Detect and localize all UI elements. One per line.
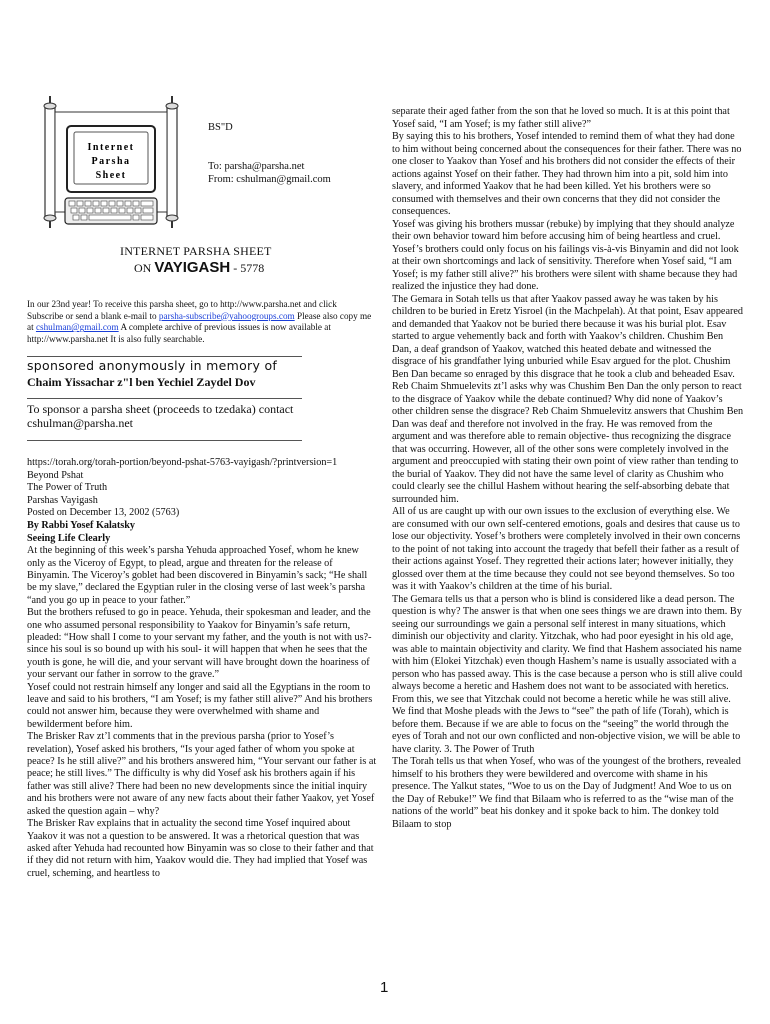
paragraph: At the beginning of this week’s parsha Yehuda approached Yosef, whom he knew only as the Viceroy of Egypt, to plead, argue and threaten for the release of Binyamin. The Viceroy’s goblet had been discovered in Binyamin’s sack; “He shall be my slave,” declared the Egyptian ruler in the closing verse of last week’s parsha “and you go up in peace to your father.” <box>27 545 368 606</box>
copy-email-link[interactable]: cshulman@gmail.com <box>35 322 119 333</box>
paragraph: Yosef could not restrain himself any longer and said all the Egyptians in the room to leave and said to his brothers, “I am Yosef; is my father still alive?” And his brothers could not answer him, because they were overwhelmed with shame and bewilderment before him. <box>27 681 373 730</box>
article-author: By Rabbi Yosef Kalatsky <box>27 519 136 531</box>
article-series: Beyond Pshat <box>27 469 84 481</box>
subscribe-email-link[interactable]: parsha-subscribe@yahoogroups.com <box>158 310 295 321</box>
intro-text-1: In our 23nd year! To receive this parsha sheet, go to http://www.parsha.net and click Subscribe or send a blank e-mail to <box>27 299 337 321</box>
logo-line1: Internet <box>87 142 135 153</box>
article-parsha: Parshas Vayigash <box>27 494 98 506</box>
logo-graphic <box>27 88 197 238</box>
paragraph: The Gemara in Sotah tells us that after Yaakov passed away he was taken by his children to be buried in Eretz Yisroel (in the Machpelah). At that point, Esav appeared and demanded that Yaakov not be buried there because it was his burial plot. Esav started to argue vehemently back and forth with Yaakov’s children. Chushim Ben Dan, a deaf grandson of Yaakov, watched this heated debate and witnessed the disgrace of his grandfather lying unburied while Esav argued for the plot. Chushim Ben Dan became so enraged by this disgrace that he took a club and beheaded Esav. <box>392 293 743 380</box>
paragraph: All of us are caught up with our own issues to the exclusion of everything else. We are consumed with our own self-centered emotions, goals and desires that cause us to lose our objectivity. Yosef’s brothers were completely involved in their own concerns to the point of not taking into account the tragedy that befell their father as a result of their actions against Yosef. They regretted their actions later; however initially, they glossed over them at the time because they could not see beyond themselves. So too was it with Yaakov’s children at the time of his burial. <box>392 506 741 592</box>
intro-paragraph <box>27 299 375 345</box>
divider-1 <box>27 356 302 357</box>
sponsor-name: Chaim Yissachar z"l ben Yechiel Zaydel Dov <box>27 375 256 389</box>
paragraph: But the brothers refused to go in peace. Yehuda, their spokesman and leader, and the one who assumed personal responsibility to Yaakov for Binyamin’s safe return, pleaded: “How shall I come to your servant my father, and the youth is not with us?- since his soul is so bound up with his soul- it will happen that when he sees that the youth is gone, he will die, and your servant will have brought down the hoariness of your servant our father in sorrow to the grave.” <box>27 607 372 681</box>
logo-line3: Sheet <box>95 170 127 181</box>
paragraph: The Gemara tells us that a person who is blind is considered like a dead person. The question is why? The answer is that when one sees things we are drawn into them. By seeing our surroundings we gain a personal self interest in many situations, which diminish our objectivity and clarity. Yitzchak, who had poor eyesight in his old age, was able to maintain objectivity and clarity. We find that Hashem associated his name with him (Elokei Yitzchak) even though Hashem’s name is usually associated with a person who has passed away. This is the case because a person who is still alive could always become a heretic and Hashem does not want to be associated with heretics. From this, we see that Yitzchak could not become a heretic while he was still alive. <box>392 593 743 705</box>
sheet-title: INTERNET PARSHA SHEET <box>120 244 272 258</box>
intro-text-2: Please also copy me at <box>27 310 372 333</box>
address-block <box>208 160 331 186</box>
article-url: https://torah.org/torah-portion/beyond-pshat-5763-vayigash/?printversion=1 <box>27 457 338 468</box>
paragraph: The Brisker Rav explains that in actuality the second time Yosef inquired about Yaakov it was not a question to be answered. It was a rhetorical question that was asked after Yehuda had recounted how Binyamin was so close to their father and that if they did not return with him, Yaakov would die. They had implied that Yosef was cruel, scheming, and heartless to <box>27 818 374 879</box>
right-column <box>392 106 744 831</box>
paragraph: The Torah tells us that when Yosef, who was of the youngest of the brothers, revealed himself to his brothers they were bewildered and overcome with shame in his presence. The Yalkut states, “Woe to us on the Day of Judgment! And Woe to us on the Day of Rebuke!” We find that Bilaam who is referred to as the “wise man of the nations of the world” beat his donkey and it spoke back to him. The donkey told Bilaam to stop <box>392 756 741 830</box>
article-subtitle: Seeing Life Clearly <box>27 532 111 544</box>
on-word: ON <box>134 261 152 275</box>
to-address: To: parsha@parsha.net <box>208 161 305 172</box>
divider-2 <box>27 398 302 399</box>
paragraph: Yosef was giving his brothers mussar (rebuke) by implying that they should analyze their own behavior toward him before accusing him of being heartless and cruel. Yosef’s brothers could only focus on his failings vis-à-vis Binyamin and did not look at their own shortcomings and lack of sensitivity. Therefore when Yosef said, “I am Yosef; is my father still alive?” his brothers were silent with shame because they had realized the injustice they had done. <box>392 218 739 292</box>
parsha-year: - 5778 <box>230 261 265 275</box>
paragraph: By saying this to his brothers, Yosef intended to remind them of what they had done to him without being concerned about the consequences for their father. There was no one closer to Yaakov than Yosef and his brothers did not consider the effects of their actions against Yosef on their father. They had thrown him into a pit, sold him into slavery, and informed Yaakov that he had been killed. Yet his brothers were so consumed with themselves and their own concerns that they did not consider the consequences. <box>392 131 742 217</box>
logo-line2: Parsha <box>91 156 131 167</box>
sponsor-line: sponsored anonymously in memory of <box>27 358 278 373</box>
paragraph: separate their aged father from the son that he loved so much. It is at this point that Yosef said, “I am Yosef; is my father still alive?” <box>392 106 730 130</box>
internet-parsha-sheet-logo <box>27 88 197 238</box>
parsha-title <box>134 259 264 276</box>
paragraph: Reb Chaim Shmuelevits zt’l asks why was Chushim Ben Dan the only person to react to the disgrace of Yaakov while the debate continued? Why did none of Yaakov’s other children sense the disgrace? Reb Chaim Shmuelevitz answers that Chushim Ben Dan was deaf and therefore not involved in the fray. He was removed from the argument and was therefore able to remain objective- thus recognizing the disgrace that was occurring. However, all of the other sons were completely involved in the argument and preoccupied with stating their own point of view rather than tending to the burial of Yaakov. They did not have the same level of clarity as Chushim who could clearly see the chillul Hashem without hearing the self-absorbing debate that surrounded him. <box>392 381 744 505</box>
parsha-name: VAYIGASH <box>154 259 231 276</box>
divider-3 <box>27 440 302 441</box>
sponsor-contact: To sponsor a parsha sheet (proceeds to tzedaka) contact cshulman@parsha.net <box>27 402 294 430</box>
page-number: 1 <box>380 979 389 996</box>
bsd-heading: BS"D <box>208 122 233 133</box>
article-heading: The Power of Truth <box>27 482 108 494</box>
from-address: From: cshulman@gmail.com <box>208 174 331 185</box>
left-column <box>27 457 377 880</box>
paragraph: We find that Moshe pleads with the Jews to “see” the path of life (Torah), which is before them. Because if we are able to focus on the “seeing” the world through the eyes of Torah and not our own conflicted and non-objective vision, we will be able to have clarity. 3. The Power of Truth <box>392 706 741 755</box>
intro-text-3: A complete archive of previous issues is now available at http://www.parsha.net It is also fully searchable. <box>27 322 331 344</box>
article-date: Posted on December 13, 2002 (5763) <box>27 507 180 519</box>
paragraph: The Brisker Rav zt’l comments that in the previous parsha (prior to Yosef’s revelation), Yosef asked his brothers, “Is your aged father of whom you spoke at peace? Is he still alive?” and his brothers answered him, “Your servant our father is at peace; he still lives.” The difficulty is why did Yosef ask his brothers again if his father was still alive? There had been no new developments since the initial inquiry and his brothers were not aware of any new facts about their father Yaakov, yet Yosef asked the question again – why? <box>27 731 377 817</box>
